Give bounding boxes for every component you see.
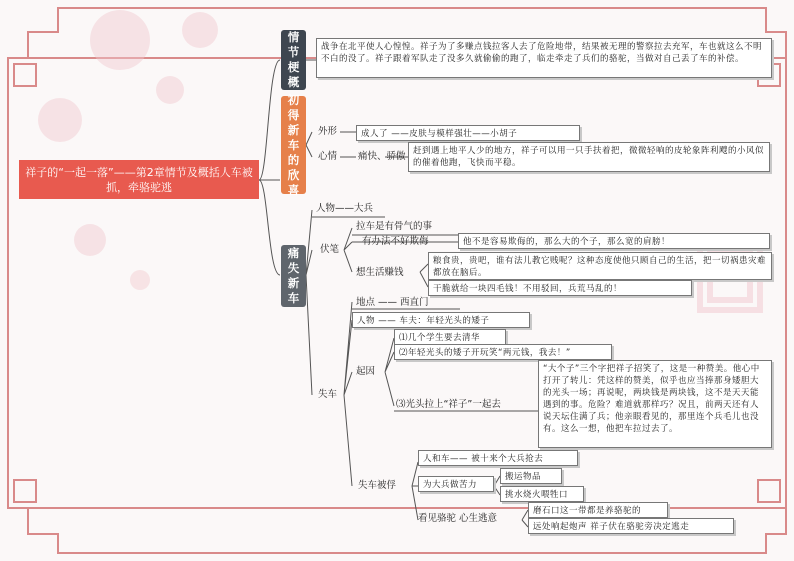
- character-soldier: 人物——大兵: [316, 203, 374, 214]
- cause-item-1: ⑴几个学生要去清华: [394, 329, 506, 345]
- captured-item-2b: 挑水烧火喂牲口: [500, 486, 584, 502]
- mood-label: 心情: [318, 151, 338, 162]
- captured-item-2: 为大兵做苦力: [418, 476, 494, 492]
- cause-label: 起因: [356, 366, 376, 377]
- plot-summary-text: 战争在北平使人心惶惶。祥子为了多赚点钱拉客人去了危险地带，结果被无理的警察拉去充军，车也就这么不明不白的没了。祥子跟着军队走了没多久就偷偷的跑了，临走牵走了兵们的骆驼，当做对自己丢了车的补偿。: [316, 38, 772, 78]
- foreshadow-item-2-text: 他不是容易欺侮的，那么大的个子，那么宽的肩膀！: [458, 233, 770, 249]
- captured-item-3a: 磨石口这一带都是养骆驼的: [528, 502, 668, 518]
- mood-text: 赶到遇上地平人少的地方，祥子可以用一只手扶着把，微微轻响的皮轮象阵利飕的小风似的催着他跑，飞快而平稳。: [408, 142, 770, 172]
- branch-new-car-joy: 初得新车的欣喜: [281, 96, 306, 194]
- root-topic: 祥子的“一起一落”——第2章情节及概括人车被抓，牵骆驼逃: [19, 160, 259, 199]
- branch-plot-summary: 情节梗概: [281, 30, 306, 90]
- appearance-text: 成人了 ——皮肤与模样强壮——小胡子: [356, 125, 580, 141]
- foreshadow-item-2: 有办法不好欺侮: [362, 236, 429, 247]
- foreshadow-item-3-text-1: 粮食贵，贵吧，谁有法儿教它贱呢？这种态度使他只顾自己的生活，把一切祸患灾难都放在脑后。: [428, 252, 772, 280]
- lose-car-label: 失车: [318, 389, 338, 400]
- captured-item-3: 看见骆驼 心生逃意: [418, 513, 498, 524]
- lose-place: 地点 —— 西直门: [356, 297, 429, 308]
- captured-item-3b: 远处响起炮声 祥子伏在骆驼旁决定逃走: [528, 518, 734, 534]
- captured-item-1: 人和车—— 被十来个大兵抢去: [418, 450, 578, 466]
- foreshadow-label: 伏笔: [320, 244, 340, 255]
- captured-item-2a: 搬运物品: [500, 468, 562, 484]
- cause-item-2: ⑵年轻光头的矮子开玩笑“两元钱，我去！”: [394, 344, 612, 360]
- lose-person: 人物 —— 车夫：年轻光头的矮子: [352, 312, 530, 328]
- appearance-label: 外形: [318, 126, 338, 137]
- foreshadow-item-1: 拉车是有骨气的事: [356, 221, 433, 232]
- branch-lose-car: 痛失新车: [281, 245, 306, 307]
- captured-label: 失车被俘: [358, 480, 397, 491]
- cause-item-3-text: “大个子”三个字把祥子招笑了，这是一种赞美。他心中打开了转儿：凭这样的赞美，似乎也应当捧那身矮胆大的光头一场；再说呢，两块钱是两块钱，这不是天天能遇到的事。危险？难道就那样巧？况且，前两天还有人说天坛住满了兵；他亲眼看见的，那里连个兵毛儿也没有。这么一想，他把车拉过去了。: [538, 360, 772, 448]
- mood-sub: 痛快、骄傲: [358, 151, 406, 162]
- foreshadow-item-3-text-2: 干脆就给一块四毛钱！不用驳回，兵荒马乱的！: [428, 280, 692, 296]
- cause-item-3: ⑶光头拉上“祥子”一起去: [396, 399, 501, 410]
- foreshadow-item-3: 想生活赚钱: [356, 267, 404, 278]
